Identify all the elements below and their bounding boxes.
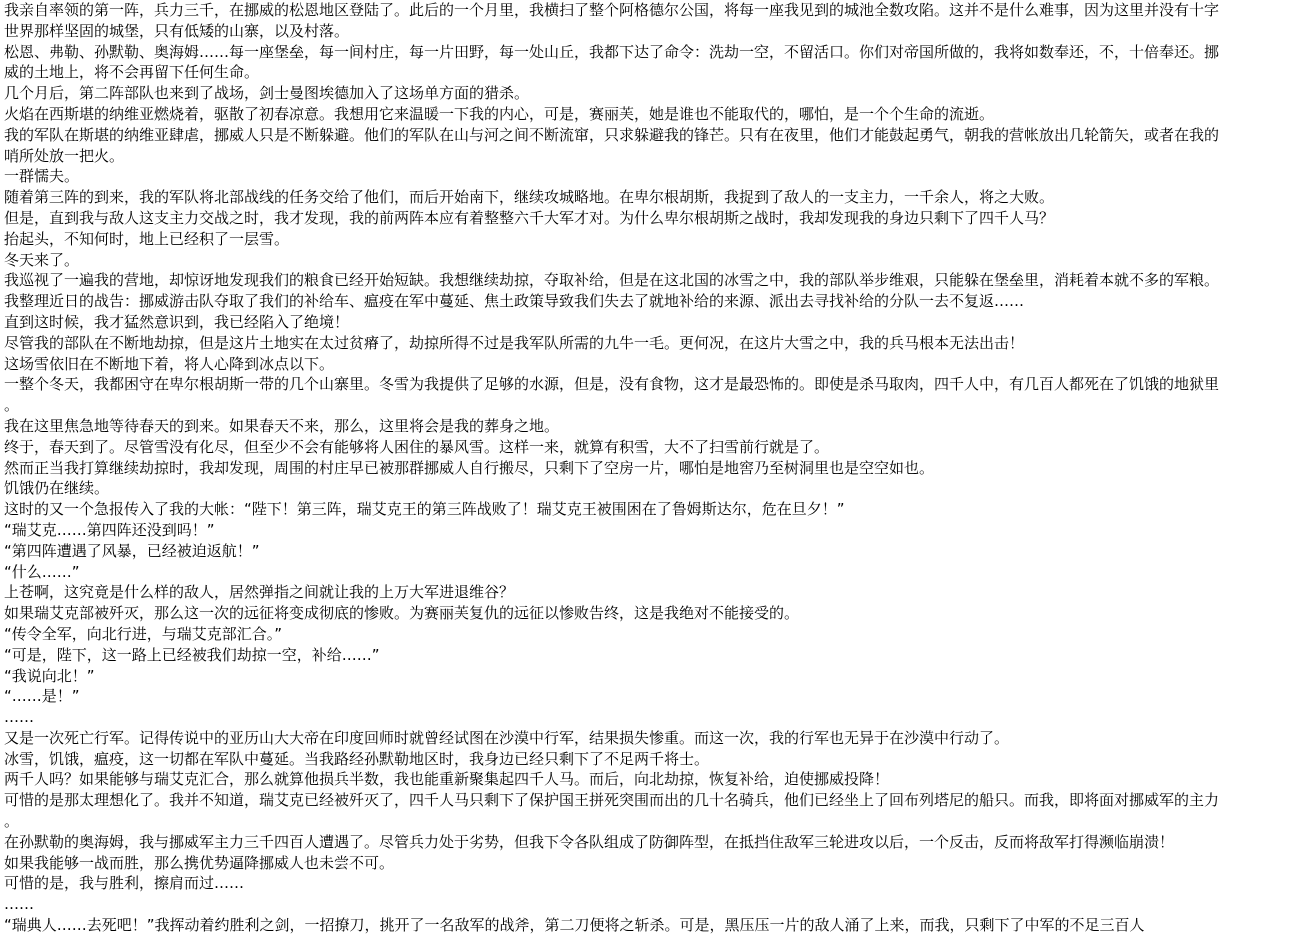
text-line: “……是！”: [4, 687, 80, 706]
text-line: 我在这里焦急地等待春天的到来。如果春天不来，那么，这里将会是我的葬身之地。: [4, 416, 560, 435]
text-line: 火焰在西斯堪的纳维亚燃烧着，驱散了初春凉意。我想用它来温暖一下我的内心，可是，赛丽芙，她是谁也不能取代的，哪怕，是一个个生命的流逝。: [4, 104, 995, 123]
text-line: 我整理近日的战告：挪威游击队夺取了我们的补给车、瘟疫在军中蔓延、焦土政策导致我们失去了就地补给的来源、派出去寻找补给的分队一去不复返……: [4, 292, 1025, 311]
text-line: 然而正当我打算继续劫掠时，我却发现，周围的村庄早已被那群挪威人自行搬尽，只剩下了空房一片，哪怕是地窖乃至树洞里也是空空如也。: [4, 458, 935, 477]
text-line: 几个月后，第二阵部队也来到了战场，剑士曼图埃德加入了这场单方面的猎杀。: [4, 84, 530, 103]
text-line: 一群懦夫。: [4, 167, 80, 186]
text-line: 世界那样坚固的城堡，只有低矮的山寨，以及村落。: [4, 21, 350, 40]
text-line: 尽管我的部队在不断地劫掠，但是这片土地实在太过贫瘠了，劫掠所得不过是我军队所需的九牛一毛。更何况，在这片大雪之中，我的兵马根本无法出击！: [4, 333, 1025, 352]
text-line: 这场雪依旧在不断地下着，将人心降到冰点以下。: [4, 354, 335, 373]
text-line: 。: [4, 396, 20, 415]
text-line: 如果我能够一战而胜，那么携优势逼降挪威人也未尝不可。: [4, 853, 395, 872]
text-line: 饥饿仍在继续。: [4, 479, 110, 498]
text-line: “可是，陛下，这一路上已经被我们劫掠一空，补给……”: [4, 645, 380, 664]
text-line: 如果瑞艾克部被歼灭，那么这一次的远征将变成彻底的惨败。为赛丽芙复仇的远征以惨败告终，这是我绝对不能接受的。: [4, 604, 800, 623]
text-line: 直到这时候，我才猛然意识到，我已经陷入了绝境！: [4, 312, 350, 331]
text-line: 可惜的是，我与胜利，擦肩而过……: [4, 874, 245, 893]
text-line: “我说向北！”: [4, 666, 95, 685]
text-line: 我亲自率领的第一阵，兵力三千，在挪威的松恩地区登陆了。此后的一个月里，我横扫了整个阿格德尔公国，将每一座我见到的城池全数攻陷。这并不是什么难事，因为这里并没有十字: [4, 1, 1220, 19]
text-line: 我的军队在斯堪的纳维亚肆虐，挪威人只是不断躲避。他们的军队在山与河之间不断流窜，只求躲避我的锋芒。只有在夜里，他们才能鼓起勇气，朝我的营帐放出几轮箭矢，或者在我的: [4, 125, 1220, 144]
text-line: 抬起头，不知何时，地上已经积了一层雪。: [4, 229, 290, 248]
text-line: ……: [4, 895, 34, 914]
text-line: 这时的又一个急报传入了我的大帐：“陛下！第三阵，瑞艾克王的第三阵战败了！瑞艾克王被围困在了鲁姆斯达尔，危在旦夕！”: [4, 500, 845, 519]
text-line: 两千人吗？如果能够与瑞艾克汇合，那么就算他损兵半数，我也能重新聚集起四千人马。而后，向北劫掠，恢复补给，迫使挪威投降！: [4, 770, 890, 789]
text-line: 我巡视了一遍我的营地，却惊讶地发现我们的粮食已经开始短缺。我想继续劫掠，夺取补给，但是在这北国的冰雪之中，我的部队举步维艰，只能躲在堡垒里，消耗着本就不多的军粮。: [4, 271, 1220, 290]
text-line: 可惜的是那太理想化了。我并不知道，瑞艾克已经被歼灭了，四千人马只剩下了保护国王拼死突围而出的几十名骑兵，他们已经坐上了回布列塔尼的船只。而我，即将面对挪威军的主力: [4, 791, 1220, 810]
text-line: 冬天来了。: [4, 250, 80, 269]
text-line: “瑞典人……去死吧！”我挥动着约胜利之剑，一招撩刀，挑开了一名敌军的战斧，第二刀便将之斩杀。可是，黑压压一片的敌人涌了上来，而我，只剩下了中军的不足三百人: [4, 916, 1145, 935]
text-line: “第四阵遭遇了风暴，已经被迫返航！”: [4, 541, 260, 560]
text-line: 在孙默勒的奥海姆，我与挪威军主力三千四百人遭遇了。尽管兵力处于劣势，但我下令各队组成了防御阵型，在抵挡住敌军三轮进攻以后，一个反击，反而将敌军打得濒临崩溃！: [4, 832, 1175, 851]
text-line: 一整个冬天，我都困守在卑尔根胡斯一带的几个山寨里。冬雪为我提供了足够的水源，但是，没有食物，这才是最恐怖的。即使是杀马取肉，四千人中，有几百人都死在了饥饿的地狱里: [4, 375, 1220, 394]
text-line: 冰雪，饥饿，瘟疫，这一切都在军队中蔓延。当我路经孙默勒地区时，我身边已经只剩下了不足两千将士。: [4, 749, 710, 768]
text-line: 威的土地上，将不会再留下任何生命。: [4, 63, 260, 82]
text-line: “什么……”: [4, 562, 80, 581]
text-line: 又是一次死亡行军。记得传说中的亚历山大大帝在印度回师时就曾经试图在沙漠中行军，结果损失惨重。而这一次，我的行军也无异于在沙漠中行动了。: [4, 728, 1010, 747]
text-line: 哨所处放一把火。: [4, 146, 125, 165]
text-line: “传令全军，向北行进，与瑞艾克部汇合。”: [4, 624, 283, 643]
text-line: 松恩、弗勒、孙默勒、奥海姆……每一座堡垒，每一间村庄，每一片田野，每一处山丘，我都下达了命令：洗劫一空，不留活口。你们对帝国所做的，我将如数奉还，不，十倍奉还。挪: [4, 42, 1220, 61]
text-line: 随着第三阵的到来，我的军队将北部战线的任务交给了他们，而后开始南下，继续攻城略地。在卑尔根胡斯，我捉到了敌人的一支主力，一千余人，将之大败。: [4, 188, 1055, 207]
text-line: 但是，直到我与敌人这支主力交战之时，我才发现，我的前两阵本应有着整整六千大军才对。为什么卑尔根胡斯之战时，我却发现我的身边只剩下了四千人马？: [4, 208, 1055, 227]
text-line: ……: [4, 708, 34, 727]
text-line: 。: [4, 812, 20, 831]
text-line: “瑞艾克……第四阵还没到吗！”: [4, 520, 215, 539]
text-line: 终于，春天到了。尽管雪没有化尽，但至少不会有能够将人困住的暴风雪。这样一来，就算有积雪，大不了扫雪前行就是了。: [4, 437, 830, 456]
text-line: 上苍啊，这究竟是什么样的敌人，居然弹指之间就让我的上万大军进退维谷？: [4, 583, 515, 602]
